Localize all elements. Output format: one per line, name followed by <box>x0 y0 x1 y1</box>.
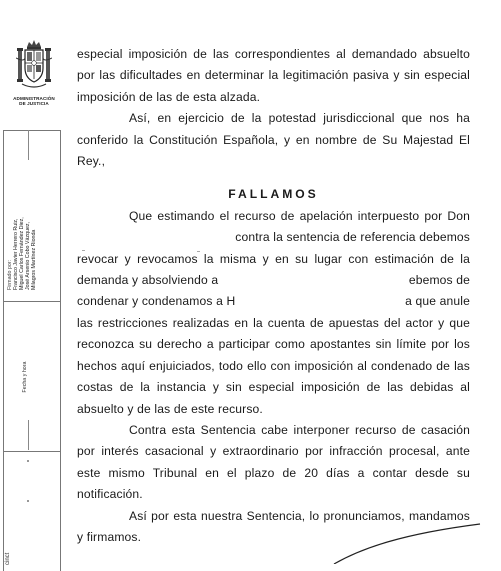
margin-rule <box>28 130 29 160</box>
administrative-margin <box>0 0 66 564</box>
signer-name: Miguel Carlos Fernández Diez, <box>19 217 25 290</box>
ruling-line <box>77 227 470 248</box>
scan-speck <box>27 460 29 462</box>
scan-speck <box>197 251 200 252</box>
signature-box-divider <box>3 301 60 302</box>
ruling-line-text: demanda y absolviendo a <box>77 273 219 288</box>
ruling-line-text: contra la sentencia de referencia debemos <box>235 230 470 245</box>
administration-label <box>6 96 62 107</box>
signature-stroke <box>332 520 482 564</box>
scan-speck <box>82 250 85 251</box>
paragraph-closing: Así por esta nuestra Sentencia, lo pronunciamos, mandamos y firmamos. <box>77 508 470 544</box>
judgment-text <box>77 44 470 548</box>
signer-name: Francisco Javier Herrero Ruiz, <box>13 218 19 290</box>
ruling-line-text: condenar y condenamos a H <box>77 294 236 309</box>
ruling-line-text: a que anule <box>405 294 470 309</box>
scan-speck <box>27 500 29 502</box>
truncated-margin-text: cinct <box>5 552 11 565</box>
ruling-paragraph-rest: las restricciones realizadas en la cuenta de apuestas del actor y que reconozca su derecho a participar como apostantes sin límite por los hechos aquí enjuiciados, todo ello con imposición al condenado de las costas de la instancia y sin especial imposición de las debidas al absuelto y de las de este recurso. <box>77 315 470 416</box>
paragraph-jurisdiction: Así, en ejercicio de la potestad jurisdiccional que nos ha conferido la Constitución Española, y en nombre de Su Majestad El Rey., <box>77 111 470 169</box>
ruling-line <box>77 291 470 312</box>
ruling-line: revocar y revocamos la misma y en su lugar con estimación de la <box>77 251 470 266</box>
signer-name: Milagros Martínez Rionda <box>31 229 37 290</box>
ruling-line <box>77 270 470 291</box>
signer-name: José Arsenio Cobo Vázquez, <box>25 221 31 290</box>
signature-box-divider <box>3 451 60 452</box>
date-time-label: Fecha y hora <box>22 361 28 393</box>
admin-label-line-1: ADMINISTRACIÓN <box>13 96 55 101</box>
ruling-line-text: ebemos de <box>408 273 470 288</box>
admin-label-line-2: DE JUSTICIA <box>19 101 49 107</box>
spanish-coat-of-arms-icon <box>16 38 52 90</box>
paragraph-costs: especial imposición de las correspondientes al demandado absuelto por las dificultades en determinar la legitimación pasiva y sin especial imposición de las de esta alzada. <box>77 47 470 104</box>
margin-rule <box>28 420 29 450</box>
signers-block <box>7 170 57 290</box>
section-heading-fallamos: FALLAMOS <box>228 187 319 202</box>
paragraph-appeal: Contra esta Sentencia cabe interponer recurso de casación por interés casacional y extraordinario por infracción procesal, ante este mismo Tribunal en el plazo de 20 días a contar desde su notificación. <box>77 422 470 502</box>
signed-by-label: Firmado por: <box>7 259 13 290</box>
ruling-line: Que estimando el recurso de apelación interpuesto por Don <box>129 208 470 223</box>
